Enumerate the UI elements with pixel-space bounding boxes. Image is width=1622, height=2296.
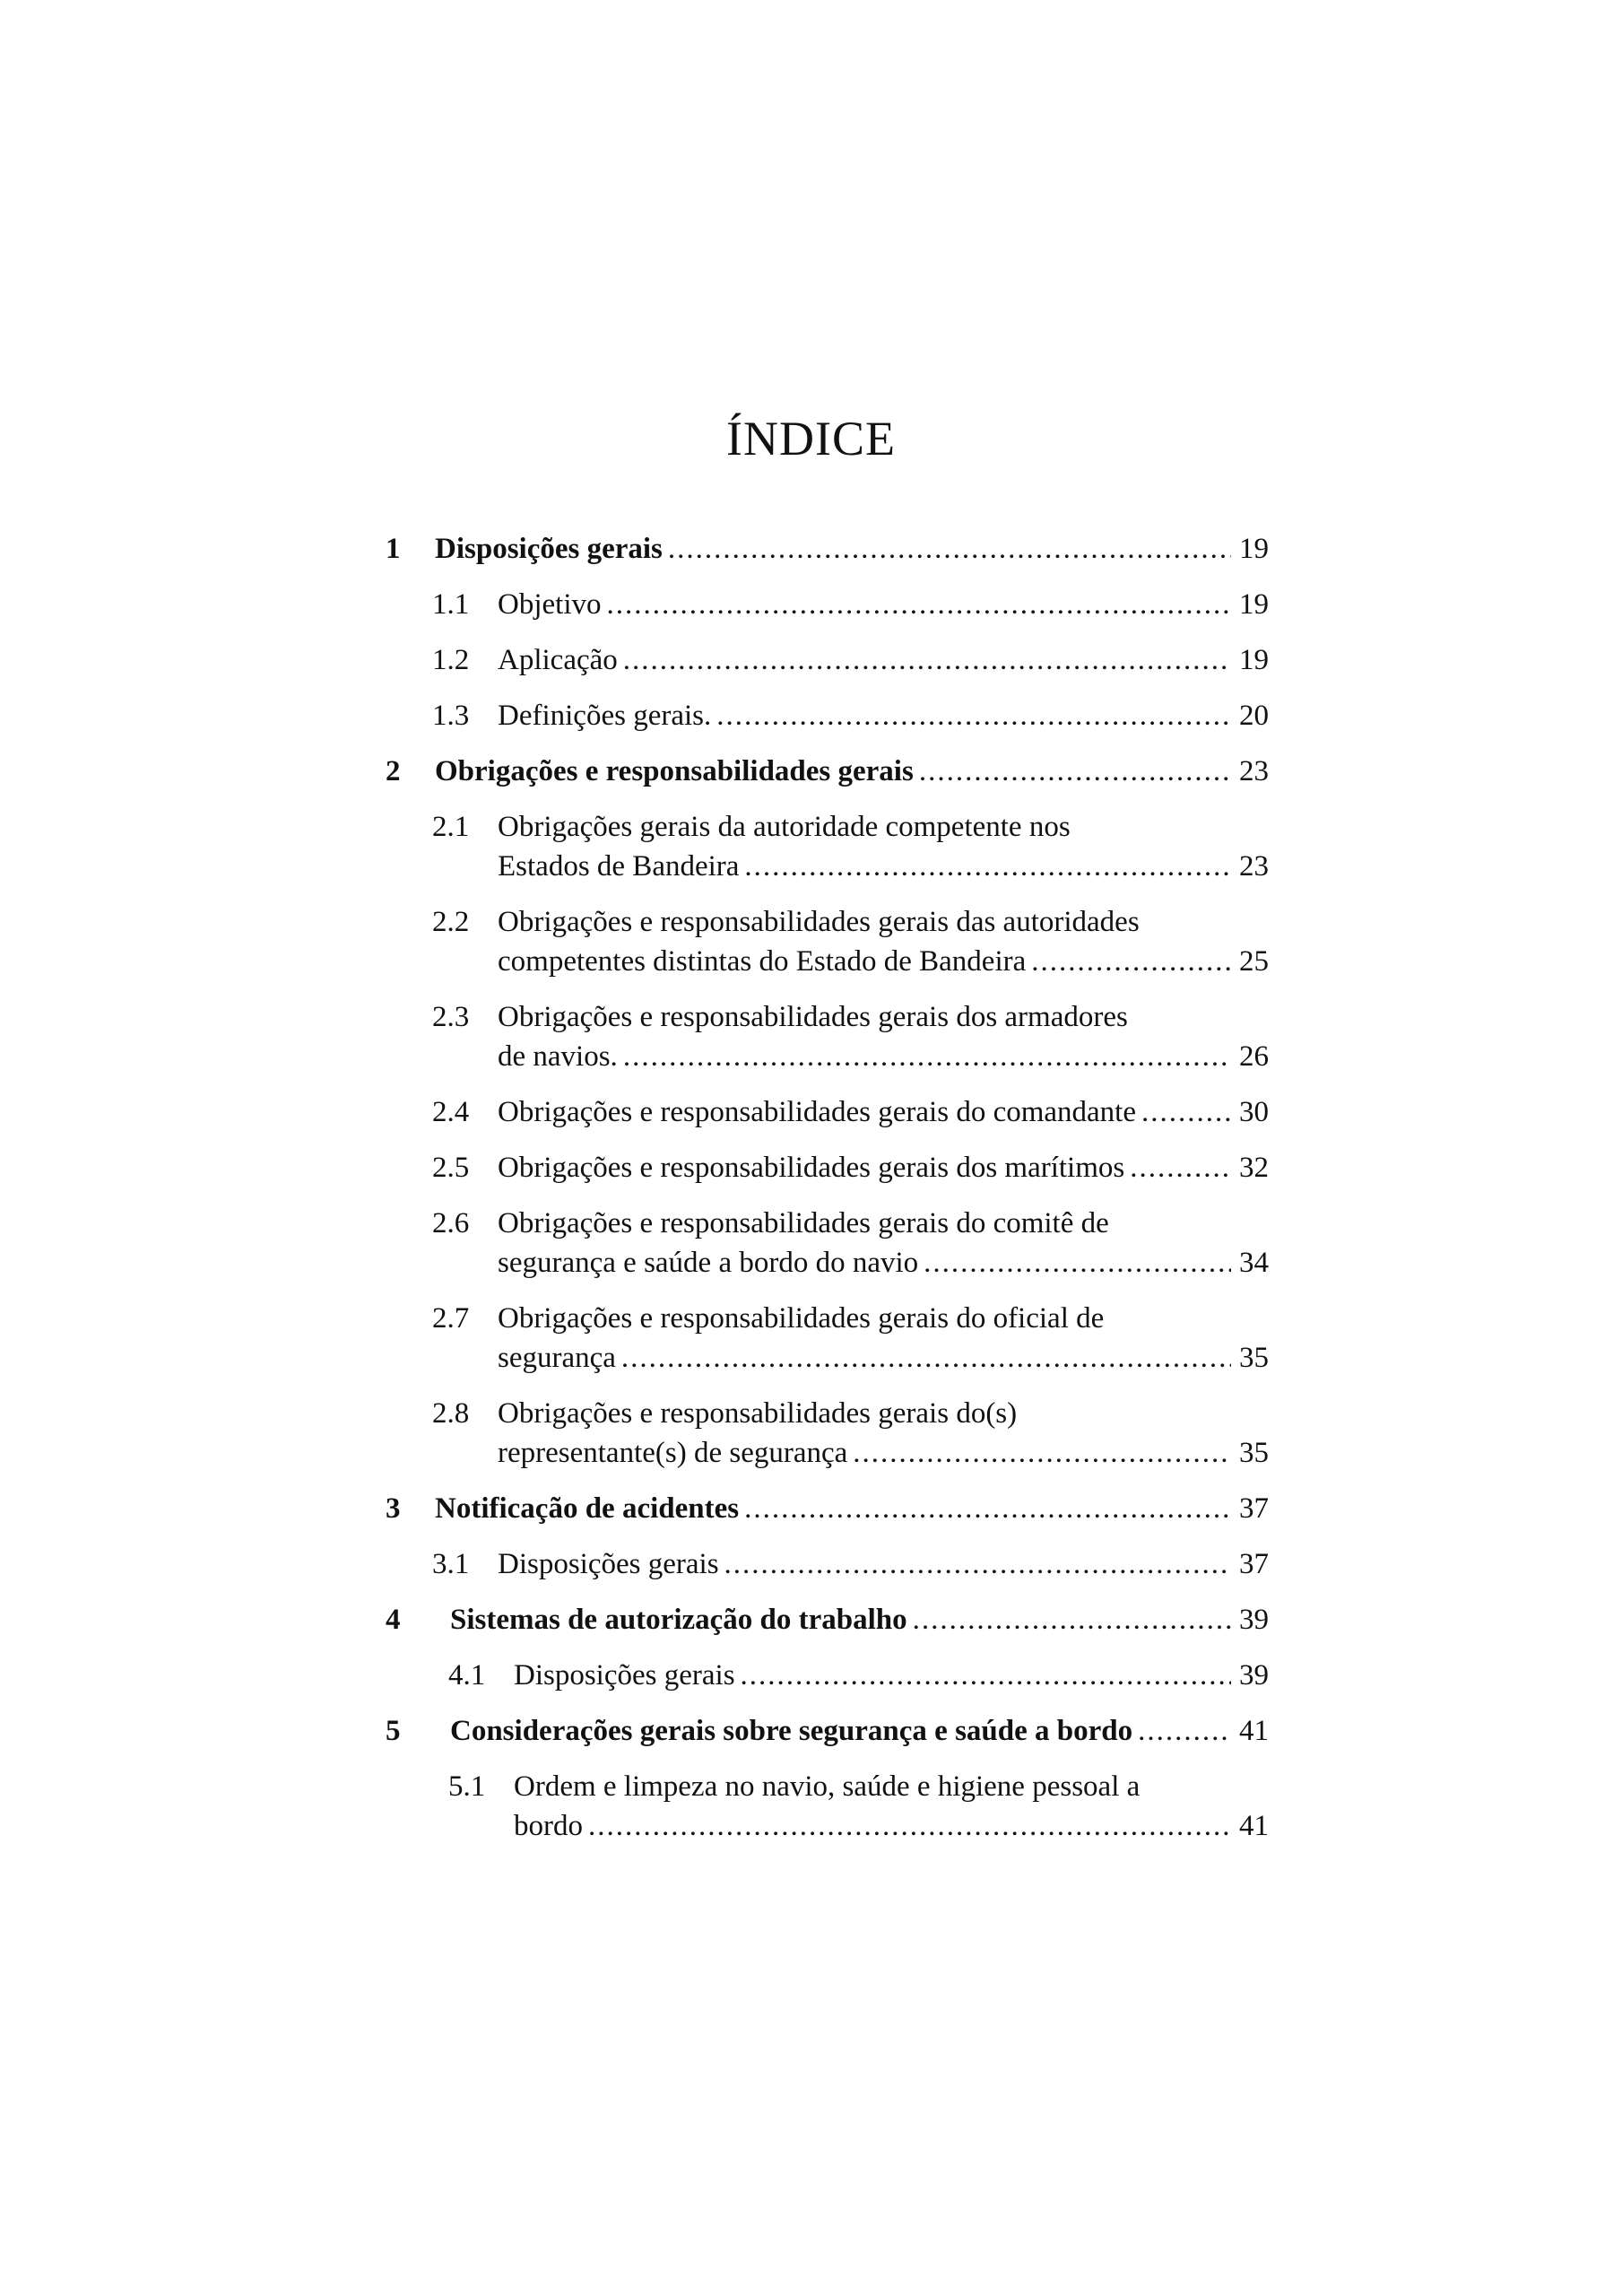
toc-entry-line	[498, 1092, 1269, 1132]
toc-entry-number: 2.8	[432, 1397, 470, 1430]
toc-entry-title: Obrigações e responsabilidades gerais do comandante	[498, 1096, 1136, 1128]
toc-entry-body	[498, 1092, 1269, 1132]
toc-page-number: 20	[1239, 700, 1269, 732]
toc-chapter-entry	[386, 752, 1269, 791]
toc-entry-body	[514, 1656, 1269, 1695]
toc-entry-body	[498, 1394, 1269, 1473]
toc-entry-title: Obrigações e responsabilidades gerais dos marítimos	[498, 1152, 1125, 1184]
toc-entry-number: 2.1	[432, 811, 470, 843]
toc-entry-number: 3.1	[432, 1548, 470, 1580]
toc-entry-title: Objetivo	[498, 588, 602, 621]
toc-entry-title: Obrigações e responsabilidades gerais do(s)	[498, 1397, 1018, 1430]
toc-entry-body	[435, 752, 1269, 791]
toc-entry-number: 1.3	[432, 700, 470, 732]
toc-entry-line	[498, 1299, 1269, 1338]
toc-section-entry	[386, 585, 1269, 624]
toc-entry-number: 3	[386, 1492, 401, 1525]
toc-section-entry	[386, 1148, 1269, 1187]
toc-section-entry	[386, 696, 1269, 735]
toc-entry-title: Notificação de acidentes	[435, 1492, 740, 1525]
toc-entry-line	[498, 847, 1269, 886]
toc-entry-title: Obrigações e responsabilidades gerais	[435, 755, 914, 787]
toc-entry-title: Sistemas de autorização do trabalho	[450, 1604, 907, 1636]
dot-leader	[623, 640, 1231, 680]
toc-page-number: 32	[1239, 1152, 1269, 1184]
toc-entry-number: 5	[386, 1715, 401, 1747]
dot-leader	[913, 1600, 1231, 1639]
toc-entry-line	[450, 1711, 1269, 1751]
toc-entry-number: 5.1	[448, 1770, 486, 1803]
toc-section-entry	[386, 1767, 1269, 1846]
toc-entry-line	[498, 1148, 1269, 1187]
toc-entry-title: Obrigações gerais da autoridade competente nos	[498, 811, 1071, 843]
toc-section-entry	[386, 640, 1269, 680]
toc-page-number: 35	[1239, 1437, 1269, 1469]
toc-entry-line	[514, 1656, 1269, 1695]
toc-chapter-entry	[386, 1600, 1269, 1639]
toc-entry-title: segurança e saúde a bordo do navio	[498, 1247, 919, 1279]
toc-entry-line	[498, 1243, 1269, 1283]
toc-section-entry	[386, 1544, 1269, 1584]
toc-entry-line	[498, 1037, 1269, 1076]
toc-entry-number: 1.1	[432, 588, 470, 621]
toc-entry-body	[498, 696, 1269, 735]
toc-entry-number: 2.6	[432, 1207, 470, 1239]
toc-entry-line	[498, 1394, 1269, 1433]
toc-section-entry	[386, 997, 1269, 1076]
toc-entry-body	[498, 1299, 1269, 1378]
toc-entry-title: Aplicação	[498, 644, 618, 676]
toc-entry-title: segurança	[498, 1342, 616, 1374]
toc-entry-title: competentes distintas do Estado de Bandeira	[498, 945, 1027, 978]
toc-entry-line	[435, 1489, 1269, 1528]
toc-entry-title: Obrigações e responsabilidades gerais do comitê de	[498, 1207, 1109, 1239]
toc-entry-line	[450, 1600, 1269, 1639]
toc-entry-body	[435, 1489, 1269, 1528]
toc-entry-title: de navios.	[498, 1040, 618, 1073]
toc-entry-number: 2.2	[432, 906, 470, 938]
toc-page-number: 25	[1239, 945, 1269, 978]
dot-leader	[606, 585, 1231, 624]
toc-page-number: 34	[1239, 1247, 1269, 1279]
toc-entry-title: representante(s) de segurança	[498, 1437, 848, 1469]
dot-leader	[1130, 1148, 1231, 1187]
toc-entry-body	[498, 1204, 1269, 1283]
toc-page-number: 37	[1239, 1492, 1269, 1525]
toc-entry-title: Definições gerais.	[498, 700, 712, 732]
toc-chapter-entry	[386, 529, 1269, 569]
toc-section-entry	[386, 1394, 1269, 1473]
toc-entry-body	[450, 1711, 1269, 1751]
toc-entry-line	[498, 997, 1269, 1037]
toc-section-entry	[386, 807, 1269, 886]
toc-page-number: 23	[1239, 755, 1269, 787]
toc-entry-line	[498, 902, 1269, 942]
toc-page-number: 19	[1239, 644, 1269, 676]
toc-page-number: 30	[1239, 1096, 1269, 1128]
dot-leader	[744, 847, 1231, 886]
toc-section-entry	[386, 1204, 1269, 1283]
toc-entry-title: Disposições gerais	[514, 1659, 735, 1692]
toc-entry-title: Obrigações e responsabilidades gerais do oficial de	[498, 1302, 1105, 1335]
toc-page-number: 41	[1239, 1810, 1269, 1842]
toc-entry-line	[498, 640, 1269, 680]
toc-entry-title: Considerações gerais sobre segurança e saúde a bordo	[450, 1715, 1133, 1747]
toc-entry-line	[498, 942, 1269, 981]
toc-entry-number: 1	[386, 533, 401, 565]
page-title: ÍNDICE	[726, 412, 896, 465]
toc-entry-line	[498, 1544, 1269, 1584]
toc-chapter-entry	[386, 1489, 1269, 1528]
toc-page-number: 37	[1239, 1548, 1269, 1580]
dot-leader	[588, 1806, 1231, 1846]
toc-entry-body	[498, 902, 1269, 981]
dot-leader	[919, 752, 1231, 791]
toc-entry-number: 4.1	[448, 1659, 486, 1692]
toc-entry-body	[498, 1544, 1269, 1584]
toc-page-number: 39	[1239, 1659, 1269, 1692]
toc-entry-number: 2.3	[432, 1001, 470, 1033]
toc-entry-line	[498, 807, 1269, 847]
toc-entry-title: Obrigações e responsabilidades gerais das autoridades	[498, 906, 1140, 938]
dot-leader	[621, 1338, 1231, 1378]
toc-section-entry	[386, 902, 1269, 981]
toc-entry-title: bordo	[514, 1810, 583, 1842]
table-of-contents	[386, 529, 1269, 1862]
toc-section-entry	[386, 1092, 1269, 1132]
dot-leader	[853, 1433, 1231, 1473]
toc-page-number: 19	[1239, 588, 1269, 621]
toc-entry-line	[498, 1433, 1269, 1473]
toc-entry-line	[514, 1767, 1269, 1806]
dot-leader	[744, 1489, 1231, 1528]
toc-entry-body	[498, 1148, 1269, 1187]
dot-leader	[716, 696, 1231, 735]
toc-section-entry	[386, 1656, 1269, 1695]
toc-entry-body	[514, 1767, 1269, 1846]
dot-leader	[623, 1037, 1231, 1076]
toc-page-number: 41	[1239, 1715, 1269, 1747]
toc-entry-body	[450, 1600, 1269, 1639]
dot-leader	[741, 1656, 1231, 1695]
toc-entry-number: 2.4	[432, 1096, 470, 1128]
toc-entry-number: 4	[386, 1604, 401, 1636]
toc-entry-body	[498, 585, 1269, 624]
toc-entry-line	[498, 1204, 1269, 1243]
toc-section-entry	[386, 1299, 1269, 1378]
toc-page-number: 19	[1239, 533, 1269, 565]
dot-leader	[924, 1243, 1231, 1283]
toc-entry-body	[498, 997, 1269, 1076]
toc-entry-title: Disposições gerais	[498, 1548, 719, 1580]
toc-chapter-entry	[386, 1711, 1269, 1751]
toc-page-number: 35	[1239, 1342, 1269, 1374]
dot-leader	[668, 529, 1231, 569]
dot-leader	[1031, 942, 1231, 981]
toc-page-number: 26	[1239, 1040, 1269, 1073]
toc-entry-title: Estados de Bandeira	[498, 850, 740, 883]
toc-entry-body	[435, 529, 1269, 569]
dot-leader	[1138, 1711, 1231, 1751]
toc-page-number: 23	[1239, 850, 1269, 883]
toc-entry-line	[498, 585, 1269, 624]
toc-entry-line	[498, 1338, 1269, 1378]
toc-entry-number: 2.7	[432, 1302, 470, 1335]
toc-entry-line	[498, 696, 1269, 735]
toc-entry-number: 1.2	[432, 644, 470, 676]
toc-page-number: 39	[1239, 1604, 1269, 1636]
toc-entry-body	[498, 807, 1269, 886]
dot-leader	[1141, 1092, 1231, 1132]
toc-entry-line	[514, 1806, 1269, 1846]
toc-entry-title: Obrigações e responsabilidades gerais dos armadores	[498, 1001, 1128, 1033]
toc-entry-title: Disposições gerais	[435, 533, 663, 565]
toc-entry-line	[435, 752, 1269, 791]
toc-entry-title: Ordem e limpeza no navio, saúde e higiene pessoal a	[514, 1770, 1141, 1803]
toc-entry-number: 2.5	[432, 1152, 470, 1184]
toc-entry-body	[498, 640, 1269, 680]
toc-entry-number: 2	[386, 755, 401, 787]
dot-leader	[724, 1544, 1231, 1584]
toc-entry-line	[435, 529, 1269, 569]
